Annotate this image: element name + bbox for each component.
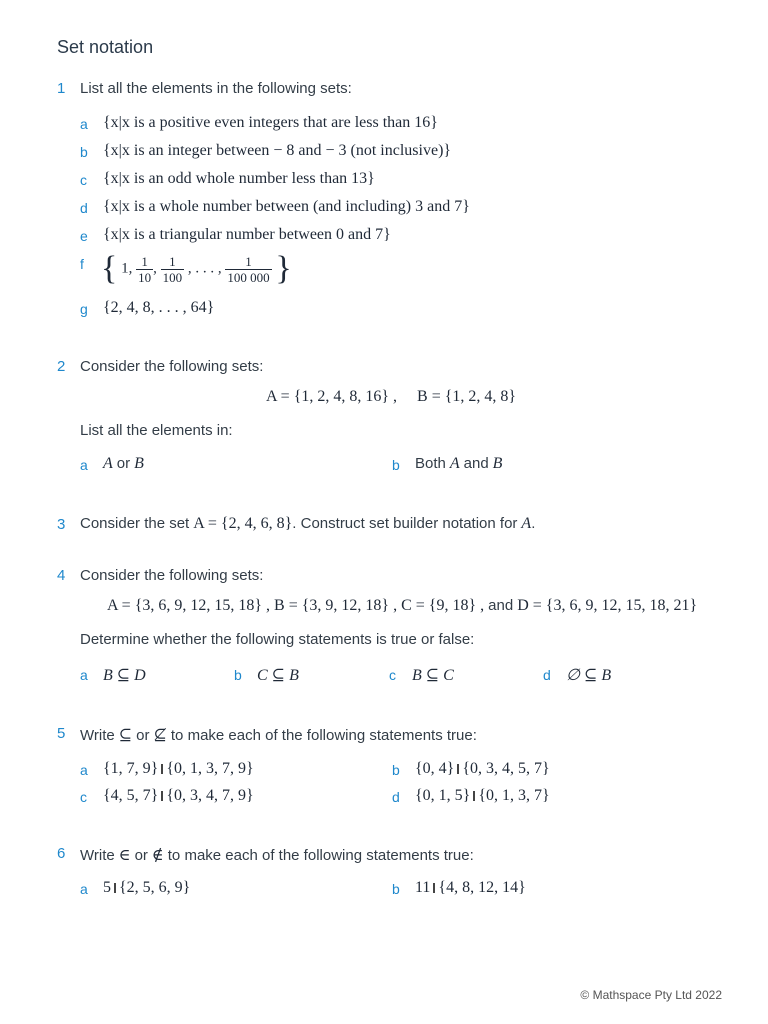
question-prompt: Consider the set A = {2, 4, 6, 8}. Construct set builder notation for A. [80,515,536,532]
variable: B [492,455,503,472]
question-prompt: Consider the following sets: [80,567,264,584]
connector-word: or [116,455,131,472]
part-label: b [80,144,88,160]
answer-blank[interactable] [473,791,475,801]
connector-word: Both [415,455,446,472]
statement: 5 {2, 5, 6, 9} [103,879,191,896]
question-number: 5 [57,725,66,742]
subset-symbol: ⊆ [118,727,133,744]
variable: A [521,515,532,532]
instruction: Determine whether the following statements is true or false: [80,631,475,648]
fraction [161,254,185,285]
part-label: a [80,457,88,473]
set-definitions: A = {1, 2, 4, 8, 16} , B = {1, 2, 4, 8} [266,388,517,405]
variable: A [103,455,113,472]
answer-blank[interactable] [433,883,435,893]
part-label: d [392,789,400,805]
part-label: d [80,200,88,216]
part-label: a [80,667,88,683]
statement: {0, 4} {0, 3, 4, 5, 7} [415,760,550,777]
question-number: 4 [57,567,66,584]
not-subset-symbol: ⊈ [153,727,167,744]
question-prompt: Consider the following sets: [80,358,264,375]
connector-word: and [463,455,489,472]
question-number: 1 [57,80,66,97]
part-label: c [389,667,396,683]
part-label: b [392,457,400,473]
left-brace: { [101,250,118,287]
question-number: 2 [57,358,66,375]
answer-blank[interactable] [114,883,116,893]
part-label: c [80,172,87,188]
subset-statement: B ⊆ C [412,667,454,684]
right-brace: } [275,250,292,287]
question-number: 3 [57,516,66,533]
subset-statement: ∅ ⊆ B [566,667,612,684]
set-expression: {x|x is a positive even integers that are less than 16} [103,114,438,131]
page-title: Set notation [57,37,154,57]
part-label: b [392,881,400,897]
ellipsis: , . . . , [187,260,222,277]
set-expression: {2, 4, 8, . . . , 64} [103,299,215,316]
part-label: d [543,667,551,683]
part-label: a [80,762,88,778]
denominator: 100 [162,269,183,285]
set-expression: {x|x is a whole number between (and including) 3 and 7} [103,198,470,215]
numerator: 1 [169,253,176,269]
set-definitions: A = {3, 6, 9, 12, 15, 18} , B = {3, 9, 12, 18} , C = {9, 18} , and D = {3, 6, 9, 12, 15, 18, 21} [107,597,698,614]
variable: A [449,455,460,472]
subset-statement: C ⊆ B [257,667,299,684]
part-label: g [80,301,88,317]
fraction [225,254,271,285]
part-label: a [80,881,88,897]
copyright-footer: © Mathspace Pty Ltd 2022 [580,988,722,1002]
answer-blank[interactable] [161,791,163,801]
not-element-of-symbol: ∉ [151,847,164,864]
statement: {0, 1, 5} {0, 1, 3, 7} [415,787,550,804]
part-label: e [80,228,88,244]
set-expression: {x|x is an integer between − 8 and − 3 (not inclusive)} [103,142,452,159]
question-prompt: Write ⊆ or ⊈ to make each of the following statements true: [80,727,477,744]
subset-statement: B ⊆ D [103,667,146,684]
set-expression: {x|x is a triangular number between 0 and 7} [103,226,391,243]
answer-blank[interactable] [457,764,459,774]
denominator: 100 000 [227,269,270,285]
part-label: b [392,762,400,778]
answer-blank[interactable] [161,764,163,774]
variable: B [134,455,144,472]
statement: 11 {4, 8, 12, 14} [415,879,526,896]
set-expression: {x|x is an odd whole number less than 13} [103,170,375,187]
numerator: 1 [141,253,148,269]
denominator: 10 [138,269,152,285]
part-expression [103,455,144,473]
statement: {1, 7, 9} {0, 1, 3, 7, 9} [103,760,254,777]
part-label: c [80,789,87,805]
part-expression [415,455,502,473]
element-of-symbol: ∈ [118,847,131,864]
set-expression: A = {2, 4, 6, 8} [193,515,293,532]
question-number: 6 [57,845,66,862]
question-prompt: List all the elements in the following sets: [80,80,352,97]
fraction [136,254,153,285]
statement: {4, 5, 7} {0, 3, 4, 7, 9} [103,787,254,804]
part-label: f [80,256,84,272]
instruction: List all the elements in: [80,422,233,439]
set-first-element: 1, [121,260,133,277]
question-prompt: Write ∈ or ∉ to make each of the following statements true: [80,847,474,864]
numerator: 1 [245,253,252,269]
fraction-set-expression: { 1, $\frac{1}{10}$ , $\frac{1}{100}$ , . . . , $\frac{1}{100 000}$ } [101,250,292,287]
part-label: a [80,116,88,132]
part-label: b [234,667,242,683]
